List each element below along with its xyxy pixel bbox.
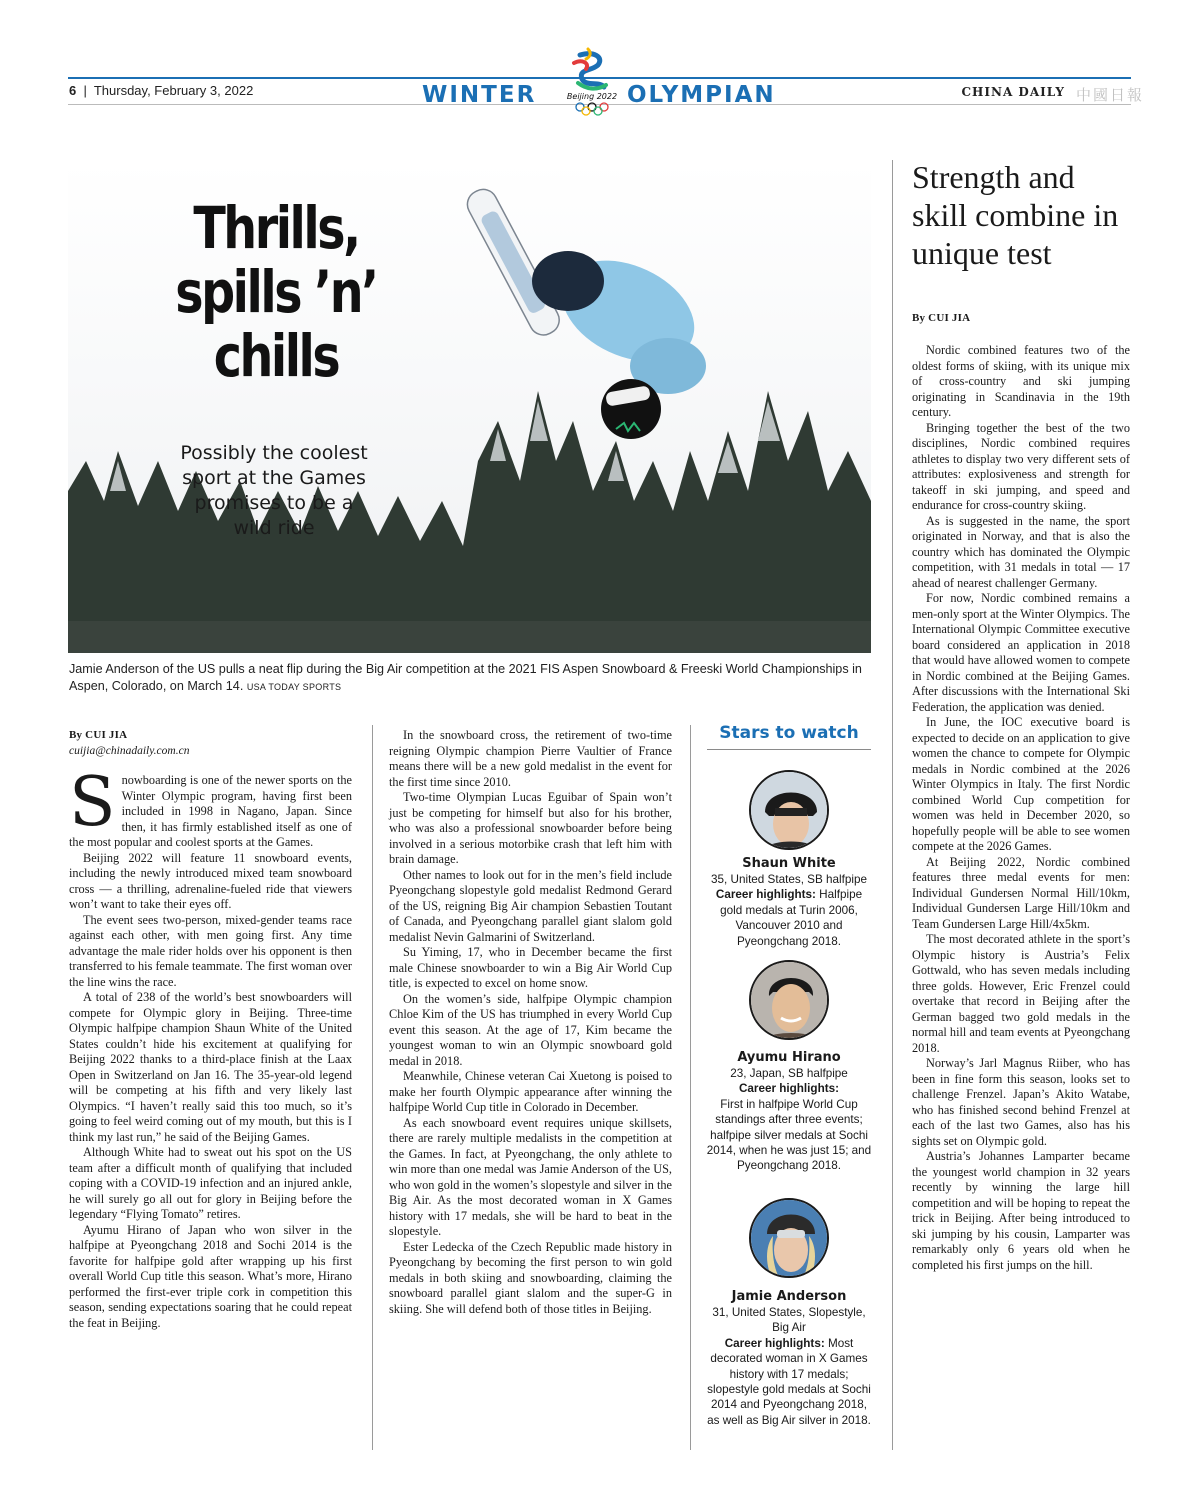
author-email[interactable]: cuijia@chinadaily.com.cn	[69, 744, 190, 757]
side-article-byline: By CUI JIA	[912, 312, 971, 324]
article-paragraph: As each snowboard event requires unique skillsets, there are rarely multiple medalists in the competition at the Games. In fact, at Pyeongchang, the only athlete to win more than one medal was Jamie Anderson of the US, who won gold in the women’s slopestyle and silver in the Big Air. As the most decorated woman in X Games history with 17 medals, she will be hard to beat in the slopestyle.	[389, 1115, 672, 1238]
article-paragraph: Su Yiming, 17, who in December became the first male Chinese snowboarder to win a Big Air World Cup title, is expected to excel on home snow.	[389, 945, 672, 990]
article-paragraph: Norway’s Jarl Magnus Riiber, who has been in fine form this season, looks set to challenge Frenzel. Japan’s Akito Watabe, who has finished second behind Frenzel at each of the last two Games, also has his sights set on Olympic gold.	[912, 1056, 1130, 1148]
jamie-anderson-portrait	[749, 1198, 829, 1278]
article-paragraph: The most decorated athlete in the sport’s Olympic history is Austria’s Felix Gottwald, who has seven medals including three golds. However, Eric Frenzel could overtake that record in Beijing after the German bagged two gold medals in the normal hill and team events at Pyeongchang 2018.	[912, 932, 1130, 1055]
article-column-1	[69, 728, 352, 1331]
star-name: Ayumu Hirano	[737, 1050, 841, 1065]
dek-line: wild ride	[233, 517, 315, 539]
paragraph-text: nowboarding is one of the newer sports on the Winter Olympic program, having first been included in 1998 in Nagano, Japan. Since then, it has firmly established itself as one of the most popular and coolest sports at the Games.	[69, 773, 352, 849]
star-highlights-label	[706, 1081, 872, 1096]
article-column-2	[389, 728, 672, 1317]
caption-text: Jamie Anderson of the US pulls a neat flip during the Big Air competition at the 2021 FIS Aspen Snowboard & Freeski World Championships in Aspen, Colorado, on March 14.	[69, 662, 862, 693]
hero-photo	[68, 161, 871, 653]
article-paragraph: As is suggested in the name, the sport originated in Norway, and that is also the country which has dominated the Olympic competition, with 31 medals in total — 17 ahead of nearest challenger Germany.	[912, 513, 1130, 590]
article-paragraph: For now, Nordic combined remains a men-only sport at the Winter Olympics. The International Olympic Committee executive board considered an application in 2018 that would have allowed women to compete in Nordic combined at the Beijing Games. After discussions with the International Ski Federation, the application was denied.	[912, 591, 1130, 714]
section-title-left: WINTER	[422, 82, 537, 108]
photo-credit: USA TODAY SPORTS	[246, 682, 342, 692]
article-paragraph: Ayumu Hirano of Japan who won silver in the halfpipe at Pyeongchang 2018 and Sochi 2014 is the favorite for halfpipe gold after wrapping up his first overall World Cup title this season. What’s more, Hirano performed the first-ever triple cork in competition this season, sending expectations soaring that he could repeat the feat in Beijing.	[69, 1222, 352, 1330]
highlights-label: Career highlights:	[738, 1082, 839, 1096]
column-divider	[892, 160, 893, 1450]
article-paragraph: Beijing 2022 will feature 11 snowboard events, including the newly introduced mixed team snowboard cross — a thrilling, adrenaline-fueled ride that viewers won’t want to take their eyes off.	[69, 850, 352, 911]
separator: |	[79, 83, 94, 98]
snowboarder	[532, 241, 710, 439]
star-highlights	[706, 887, 872, 949]
drop-cap: S	[69, 763, 116, 842]
page-number: 6	[69, 83, 77, 98]
highlights-text: Halfpipe gold medals at Turin 2006, Vancouver 2010 and Pyeongchang 2018.	[720, 888, 863, 948]
headline-line: spills ’n’	[175, 258, 377, 326]
star-name: Jamie Anderson	[731, 1289, 847, 1304]
emblem-text: Beijing 2022	[566, 92, 618, 101]
article-paragraph	[69, 763, 352, 851]
headline-line: Thrills,	[193, 194, 359, 262]
beijing-2022-emblem	[560, 47, 624, 117]
star-info: 31, United States, Slopestyle, Big Air	[712, 1306, 866, 1335]
article-paragraph: Other names to look out for in the men’s field include Pyeongchang slopestyle gold medalist Redmond Gerard of the US, reigning Big Air champion Sebastien Toutant of Canada, and Pyeongchang parallel giant slalom gold medalist Nevin Galmarini of Switzerland.	[389, 867, 672, 944]
dek-line: promises to be a	[194, 492, 354, 514]
stars-to-watch-title: Stars to watch	[707, 723, 871, 750]
article-paragraph: Ester Ledecka of the Czech Republic made history in Pyeongchang by becoming the first person to win gold medals in both skiing and snowboarding, claiming the snowboard parallel giant slalom and the super-G in skiing. She will defend both of those titles in Beijing.	[389, 1239, 672, 1316]
star-profile	[706, 1049, 872, 1174]
section-title-right: OLYMPIAN	[627, 82, 776, 108]
star-info: 23, Japan, SB halfpipe	[730, 1067, 848, 1080]
star-highlights	[706, 1336, 872, 1428]
star-name: Shaun White	[742, 856, 836, 871]
hero-headline	[153, 196, 399, 388]
star-profile	[706, 1288, 872, 1428]
article-paragraph: Nordic combined features two of the oldest forms of skiing, with its unique mix of cross-country and ski jumping originating in Scandinavia in the 19th century.	[912, 343, 1130, 419]
article-paragraph: On the women’s side, halfpipe Olympic champion Chloe Kim of the US has triumphed in every World Cup event this season. At the age of 17, Kim became the youngest woman to win an Olympic snowboard gold medal in 2018.	[389, 991, 672, 1068]
article-paragraph: A total of 238 of the world’s best snowboarders will compete for Olympic glory in Beijing. Three-time Olympic halfpipe champion Shaun White of the United States couldn’t hide his excitement at qualifying for Beijing 2022 thanks to a third-place finish at the Laax Open in Switzerland on Jan 16. The 35-year-old legend will be competing at his fifth and very likely last Olympics. “I haven’t really said this too much, so it’s going to feel weird coming out of my mouth, but this is I think my last run,” he said of the Beijing Games.	[69, 990, 352, 1144]
hero-dek	[124, 441, 424, 541]
ayumu-hirano-portrait	[749, 960, 829, 1040]
dek-line: Possibly the coolest	[180, 442, 368, 464]
star-info: 35, United States, SB halfpipe	[711, 873, 867, 886]
column-divider	[690, 725, 691, 1450]
article-byline: By CUI JIA	[69, 729, 128, 741]
star-profile	[706, 855, 872, 949]
article-paragraph: Two-time Olympian Lucas Eguibar of Spain won’t just be competing for himself but also for his brother, who was also a professional snowboarder before being involved in a serious motorbike crash that left him with brain damage.	[389, 790, 672, 866]
article-paragraph: At Beijing 2022, Nordic combined features three medal events for men: Individual Gundersen Normal Hill/10km, Individual Gundersen Large Hill/10km and Team Gundersen Large Hill/4x5km.	[912, 854, 1130, 931]
headline-line: chills	[213, 322, 339, 390]
highlights-text: Most decorated woman in X Games history with 17 medals; slopestyle gold medals at Sochi 2014 and Pyeongchang 2018, as well as Big Air silver in 2018.	[707, 1336, 871, 1427]
column-divider	[372, 725, 373, 1450]
brand-name: CHINA DAILY	[961, 85, 1065, 99]
article-paragraph: In June, the IOC executive board is expected to decide on an application to give women the chance to compete for Olympic medals in Nordic combined at the 2026 Winter Olympics in Italy. The first Nordic combined World Cup competition for women was held in December 2020, so hopefully people will be able to see women compete at the 2026 Games.	[912, 715, 1130, 853]
article-paragraph: Bringing together the best of the two disciplines, Nordic combined requires athletes to display two very different sets of attributes: explosiveness and strength for takeoff in ski jumping, and speed and endurance for cross-country skiing.	[912, 420, 1130, 512]
highlights-text: First in halfpipe World Cup standings after three events; halfpipe silver medals at Sochi 2014, when he was just 15; and Pyeongchang 2018.	[706, 1097, 872, 1173]
highlights-label: Career highlights:	[724, 1336, 825, 1350]
brand-name-chinese: 中國日報	[1076, 86, 1145, 104]
photo-caption	[69, 661, 874, 696]
article-paragraph: Meanwhile, Chinese veteran Cai Xuetong is poised to make her fourth Olympic appearance after winning the halfpipe World Cup title in Colorado in December.	[389, 1069, 672, 1114]
page-info	[69, 83, 253, 98]
side-article-headline: Strength and skill combine in unique test	[912, 159, 1119, 271]
article-paragraph: The event sees two-person, mixed-gender teams race against each other, with men going first. Any time advantage the male rider holds over his opponent is then transferred to his female teammate. The first woman over the line wins the race.	[69, 912, 352, 989]
article-paragraph: Although White had to sweat out his spot on the US team after a difficult month of qualifying that included coping with a COVID-19 infection and an injured ankle, he will surely go all out for glory in Beijing before the legendary “Flying Tomato” retires.	[69, 1145, 352, 1221]
side-article-body	[912, 343, 1130, 1273]
article-paragraph: In the snowboard cross, the retirement of two-time reigning Olympic champion Pierre Vaultier of France means there will be a new gold medalist in the event for the first time since 2010.	[389, 728, 672, 789]
shaun-white-portrait	[749, 770, 829, 850]
article-paragraph: Austria’s Johannes Lamparter became the youngest world champion in 32 years recently by winning the large hill competition and will be hoping to repeat the trick in Beijing. After being introduced to ski jumping by his cousin, Lamparter was remarkably only 6 years old when he completed his first jumps on the hill.	[912, 1149, 1130, 1272]
dek-line: sport at the Games	[182, 467, 366, 489]
highlights-label: Career highlights:	[715, 888, 816, 902]
issue-date: Thursday, February 3, 2022	[93, 83, 254, 98]
